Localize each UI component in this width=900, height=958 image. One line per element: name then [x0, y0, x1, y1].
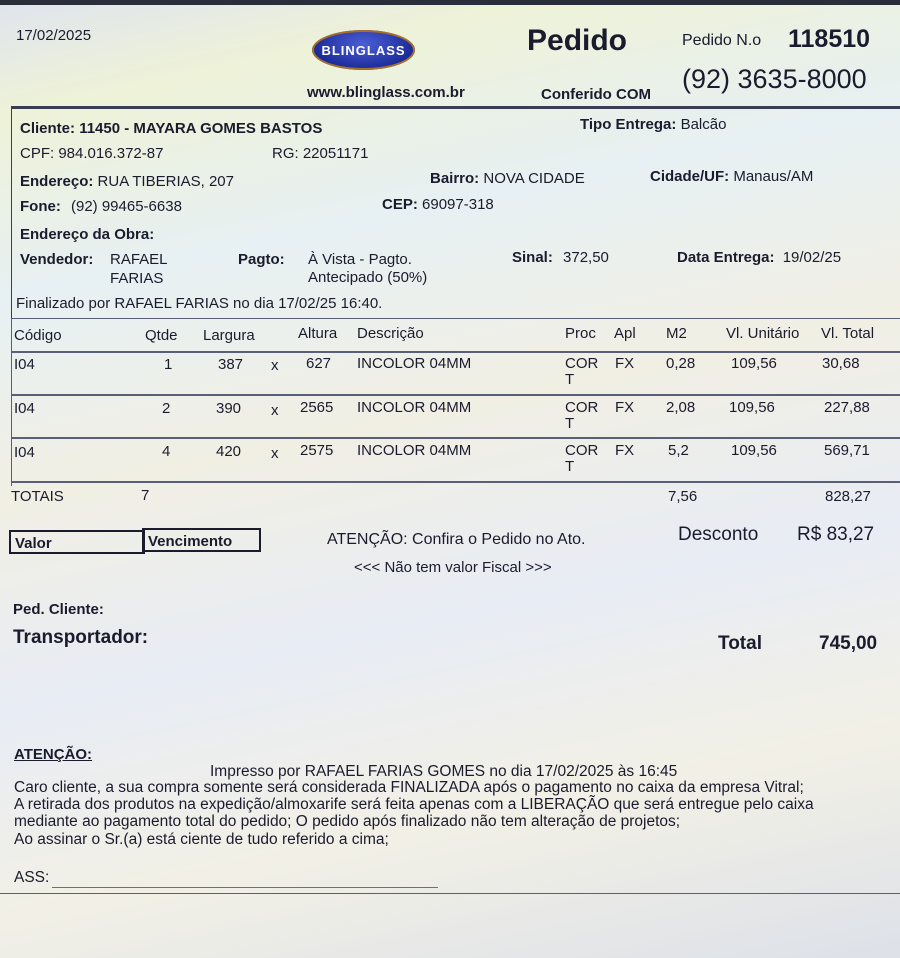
cell-total: 569,71: [824, 442, 870, 459]
col-header-total: Vl. Total: [821, 325, 875, 342]
col-header-apl: Apl: [614, 325, 636, 342]
grand-total-value: 745,00: [819, 633, 878, 654]
attention-check: ATENÇÃO: Confira o Pedido no Ato.: [327, 531, 586, 548]
totals-label: TOTAIS: [11, 488, 64, 505]
cell-proc: COR: [565, 399, 599, 416]
deposit-value: 372,50: [563, 249, 609, 266]
totals-m2: 7,56: [668, 488, 698, 505]
cell-total: 30,68: [822, 355, 860, 372]
printed-by: Impresso por RAFAEL FARIAS GOMES no dia 17/02/2025 às 16:45: [210, 763, 678, 780]
cell-unit: 109,56: [729, 399, 775, 416]
cell-width: 420: [216, 443, 242, 460]
cell-desc: INCOLOR 04MM: [357, 355, 472, 372]
delivery-date-label: Data Entrega:: [677, 249, 775, 266]
cell-width: 387: [218, 356, 244, 373]
col-header-qty: Qtde: [145, 327, 178, 344]
company-phone: (92) 3635-8000: [682, 64, 867, 94]
client-phone: [20, 198, 182, 215]
cell-proc-wrap: T: [565, 371, 575, 388]
cell-qty: 1: [164, 356, 173, 373]
deposit: [512, 249, 609, 266]
delivery-type-label: Tipo Entrega:: [580, 116, 677, 133]
city: [650, 168, 813, 185]
col-header-desc: Descrição: [357, 325, 424, 342]
cell-height: 627: [306, 355, 332, 372]
payment-label: Pagto:: [238, 251, 285, 268]
seller-label: Vendedor:: [20, 251, 94, 268]
payment-line-1: À Vista - Pagto.: [308, 251, 412, 268]
cell-unit: 109,56: [731, 442, 777, 459]
page-title: Pedido: [527, 24, 628, 57]
cell-unit: 109,56: [731, 355, 777, 372]
col-header-m2: M2: [666, 325, 687, 342]
order-number: 118510: [788, 25, 871, 53]
client-rg: RG: 22051171: [272, 145, 369, 162]
client-order-label: Ped. Cliente:: [13, 601, 104, 618]
delivery-date-value: 19/02/25: [782, 249, 842, 266]
cell-qty: 4: [162, 443, 171, 460]
client-cpf: CPF: 984.016.372-87: [20, 145, 164, 162]
grand-total-label: Total: [718, 633, 762, 654]
col-header-unit: Vl. Unitário: [726, 325, 800, 342]
cell-proc: COR: [565, 442, 599, 459]
cell-m2: 2,08: [666, 399, 696, 416]
checked-label: Conferido COM: [541, 86, 651, 103]
site-address-label: Endereço da Obra:: [20, 226, 155, 243]
deposit-label: Sinal:: [512, 249, 553, 266]
discount-value: R$ 83,27: [797, 524, 875, 545]
col-header-code: Código: [14, 327, 62, 344]
finalized-note: Finalizado por RAFAEL FARIAS no dia 17/02/25 16:40.: [16, 295, 383, 312]
cell-x: x: [271, 402, 279, 419]
cep-label: CEP:: [382, 196, 418, 213]
notice-line-4: Ao assinar o Sr.(a) está ciente de tudo referido a cima;: [14, 831, 389, 848]
address-row: [20, 173, 234, 190]
signature-line: [52, 887, 438, 888]
print-date: 17/02/2025: [16, 27, 92, 44]
address-label: Endereço:: [20, 173, 94, 190]
cell-m2: 0,28: [666, 355, 696, 372]
order-number-label: Pedido N.o: [682, 32, 762, 49]
cell-qty: 2: [162, 400, 171, 417]
no-fiscal-value: <<< Não tem valor Fiscal >>>: [354, 559, 552, 576]
city-value: Manaus/AM: [733, 168, 814, 185]
blinglass-logo: [312, 30, 415, 70]
value-header: Valor: [9, 530, 145, 554]
cell-m2: 5,2: [668, 442, 689, 459]
notice-line-1: Caro cliente, a sua compra somente será considerada FINALIZADA após o pagamento no caixa da empresa Vitral;: [14, 779, 804, 796]
signature-label: ASS:: [14, 869, 50, 886]
cell-apl: FX: [615, 399, 635, 416]
cell-desc: INCOLOR 04MM: [357, 442, 472, 459]
footer-attention: ATENÇÃO:: [14, 746, 93, 763]
district-label: Bairro:: [430, 170, 480, 187]
district-value: NOVA CIDADE: [483, 170, 585, 187]
seller-name-1: RAFAEL: [110, 251, 168, 268]
col-header-proc: Proc: [565, 325, 596, 342]
cell-width: 390: [216, 400, 242, 417]
cell-code: I04: [14, 356, 35, 373]
cell-apl: FX: [615, 355, 635, 372]
due-date-header: Vencimento: [142, 528, 261, 552]
col-header-width: Largura: [203, 327, 255, 344]
cell-proc-wrap: T: [565, 458, 575, 475]
discount-label: Desconto: [678, 524, 759, 545]
cell-code: I04: [14, 444, 35, 461]
city-label: Cidade/UF:: [650, 168, 730, 185]
delivery-date: [677, 249, 841, 266]
website: www.blinglass.com.br: [307, 84, 465, 101]
cell-desc: INCOLOR 04MM: [357, 399, 472, 416]
district: [430, 170, 585, 187]
client-phone-label: Fone:: [20, 198, 61, 215]
cell-proc: COR: [565, 355, 599, 372]
address-value: RUA TIBERIAS, 207: [97, 173, 234, 190]
client-label: Cliente:: [20, 120, 76, 137]
cell-apl: FX: [615, 442, 635, 459]
cell-height: 2565: [300, 399, 334, 416]
cell-proc-wrap: T: [565, 415, 575, 432]
seller-name-2: FARIAS: [110, 270, 164, 287]
client-name: 11450 - MAYARA GOMES BASTOS: [79, 120, 323, 137]
cell-x: x: [271, 357, 279, 374]
delivery-type-value: Balcão: [680, 116, 727, 133]
logo-text: BLINGLASS: [321, 42, 406, 58]
carrier-label: Transportador:: [13, 627, 149, 648]
cell-total: 227,88: [824, 399, 870, 416]
payment-line-2: Antecipado (50%): [308, 269, 428, 286]
top-edge: [0, 0, 900, 5]
cell-x: x: [271, 445, 279, 462]
totals-value: 828,27: [825, 488, 871, 505]
notice-line-2: A retirada dos produtos na expedição/almoxarife será feita apenas com a LIBERAÇÃO que será entregue pelo caixa: [14, 796, 814, 813]
client-phone-value: (92) 99465-6638: [71, 198, 182, 215]
cell-height: 2575: [300, 442, 334, 459]
notice-line-3: mediante ao pagamento total do pedido; O pedido após finalizado não tem alteração de projetos;: [14, 813, 681, 830]
cep: [382, 196, 494, 213]
client-row: [20, 120, 322, 137]
col-header-height: Altura: [298, 325, 338, 342]
cell-code: I04: [14, 400, 35, 417]
delivery-type: [580, 116, 726, 133]
totals-qty: 7: [141, 487, 150, 504]
cep-value: 69097-318: [422, 196, 494, 213]
